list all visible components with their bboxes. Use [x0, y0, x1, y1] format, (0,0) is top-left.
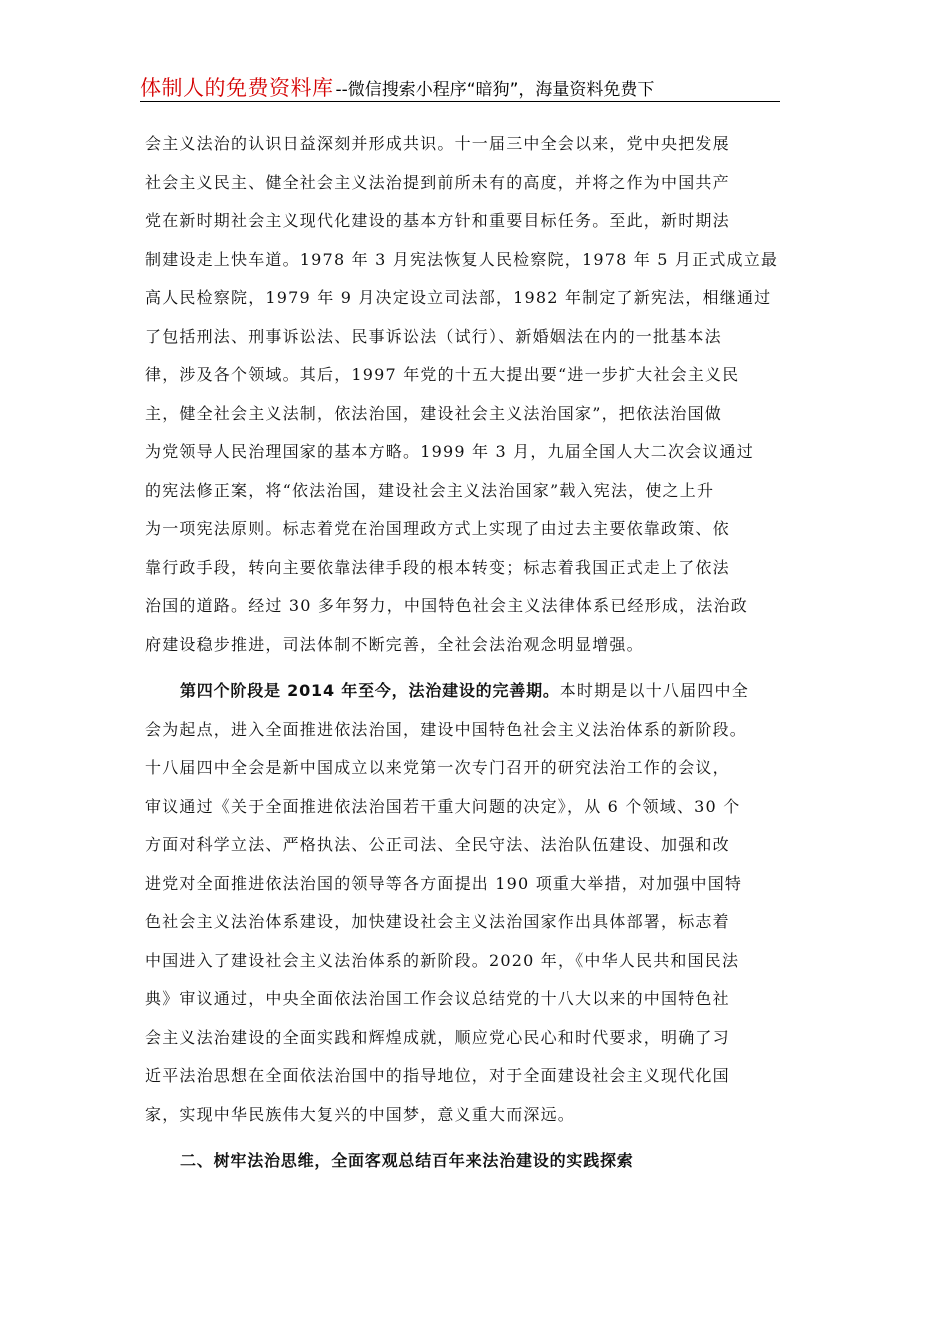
- text-line: 了包括刑法、刑事诉讼法、民事诉讼法（试行）、新婚姻法在内的一批基本法: [145, 326, 722, 346]
- section-heading: 二、树牢法治思维，全面客观总结百年来法治建设的实践探索: [180, 1151, 634, 1170]
- text-line: 主，健全社会主义法制，依法治国，建设社会主义法治国家”，把依法治国做: [145, 403, 722, 423]
- paragraph-gap: [145, 664, 813, 672]
- text-line: 会主义法治的认识日益深刻并形成共识。十一届三中全会以来，党中央把发展: [145, 134, 730, 153]
- text-line: 会为起点，进入全面推进依法治国，建设中国特色社会主义法治体系的新阶段。: [145, 719, 748, 739]
- text-line: 为党领导人民治理国家的基本方略。1999 年 3 月，九届全国人大二次会议通过: [145, 442, 754, 461]
- header-divider: [140, 101, 780, 102]
- text-line: 的宪法修正案，将“依法治国，建设社会主义法治国家”载入宪法，使之上升: [145, 480, 715, 500]
- text-line: 府建设稳步推进，司法体制不断完善，全社会法治观念明显增强。: [145, 634, 644, 654]
- text-line: 社会主义民主、健全社会主义法治提到前所未有的高度，并将之作为中国共产: [145, 172, 730, 192]
- text-line: 审议通过《关于全面推进依法治国若干重大问题的决定》，从 6 个领域、30 个: [145, 796, 741, 816]
- text-line: 靠行政手段，转向主要依靠法律手段的根本转变；标志着我国正式走上了依法: [145, 557, 730, 577]
- text-line: 律，涉及各个领域。其后，1997 年党的十五大提出要“进一步扩大社会主义民: [145, 365, 740, 384]
- text-line: 为一项宪法原则。标志着党在治国理政方式上实现了由过去主要依靠政策、依: [145, 519, 730, 538]
- text-line: 近平法治思想在全面依法治国中的指导地位，对于全面建设社会主义现代化国: [145, 1066, 730, 1085]
- paragraph-2: [145, 672, 813, 1134]
- text-line: 十八届四中全会是新中国成立以来党第一次专门召开的研究法治工作的会议，: [145, 758, 730, 777]
- text-line: 制建设走上快车道。1978 年 3 月宪法恢复人民检察院，1978 年 5 月正式成立最: [145, 249, 779, 269]
- text-line: 治国的道路。经过 30 多年努力，中国特色社会主义法律体系已经形成，法治政: [145, 596, 748, 615]
- text-line: 家，实现中华民族伟大复兴的中国梦，意义重大而深远。: [145, 1104, 576, 1124]
- text-line: [145, 672, 813, 711]
- document-body: [145, 125, 813, 1181]
- page-header: [140, 72, 780, 100]
- header-subtitle: --微信搜索小程序“暗狗”，海量资料免费下: [335, 80, 655, 100]
- text-line: 高人民检察院，1979 年 9 月决定设立司法部，1982 年制定了新宪法，相继通过: [145, 288, 772, 307]
- text-line: 进党对全面推进依法治国的领导等各方面提出 190 项重大举措，对加强中国特: [145, 873, 743, 893]
- text-line: 色社会主义法治体系建设，加快建设社会主义法治国家作出具体部署，标志着: [145, 912, 730, 931]
- stage-four-lead: 第四个阶段是 2014 年至今，法治建设的完善期。: [180, 681, 560, 700]
- text-line: 典》审议通过，中央全面依法治国工作会议总结党的十八大以来的中国特色社: [145, 989, 730, 1008]
- text-line: 方面对科学立法、严格执法、公正司法、全民守法、法治队伍建设、加强和改: [145, 835, 730, 854]
- stage-four-lead-rest: 本时期是以十八届四中全: [559, 681, 749, 700]
- text-line: 党在新时期社会主义现代化建设的基本方针和重要目标任务。至此，新时期法: [145, 211, 730, 230]
- header-brand: 体制人的免费资料库: [140, 76, 334, 100]
- text-line: 会主义法治建设的全面实践和辉煌成就，顺应党心民心和时代要求，明确了习: [145, 1027, 730, 1047]
- paragraph-1: [145, 125, 813, 664]
- text-line: 中国进入了建设社会主义法治体系的新阶段。2020 年，《中华人民共和国民法: [145, 950, 740, 970]
- paragraph-gap: [145, 1134, 813, 1142]
